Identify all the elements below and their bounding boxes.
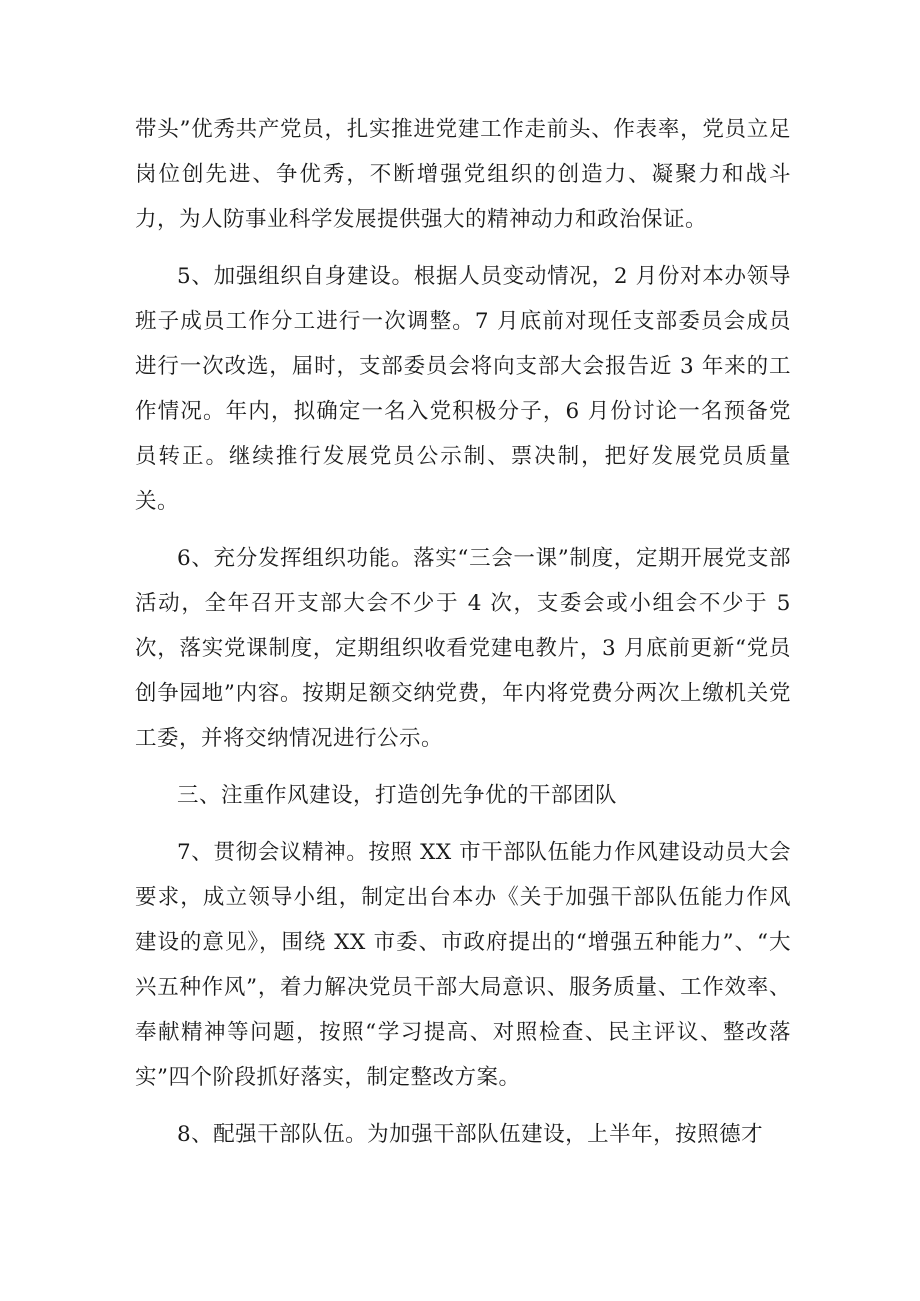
paragraph-continuation: 带头”优秀共产党员，扎实推进党建工作走前头、作表率，党员立足岗位创先进、争优秀，不断增强党组织的创造力、凝聚力和战斗力，为人防事业科学发展提供强大的精神动力和政治保证。 — [135, 117, 791, 232]
paragraph-item-6: 6、充分发挥组织功能。落实“三会一课”制度，定期开展党支部活动，全年召开支部大会不少于 4 次，支委会或小组会不少于 5 次，落实党课制度，定期组织收看党建电教片，3 月底前更新“党员创争园地”内容。按期足额交纳党费，年内将党费分两次上缴机关党工委，并将交纳情况进行公示。 — [135, 546, 791, 751]
paragraph-item-7: 7、贯彻会议精神。按照 XX 市干部队伍能力作风建设动员大会要求，成立领导小组，制定出台本办《关于加强干部队伍能力作风建设的意见》，围绕 XX 市委、市政府提出的“增强五种能力”、“大兴五种作风”，着力解决党员干部大局意识、服务质量、工作效率、奉献精神等问题，按照“学习提高、对照检查、民主评议、整改落实”四个阶段抓好落实，制定整改方案。 — [135, 840, 791, 1090]
paragraph-item-8: 8、配强干部队伍。为加强干部队伍建设，上半年，按照德才 — [177, 1122, 764, 1147]
document-page — [135, 107, 791, 1169]
paragraph-item-5: 5、加强组织自身建设。根据人员变动情况，2 月份对本办领导班子成员工作分工进行一次调整。7 月底前对现任支部委员会成员进行一次改选，届时，支部委员会将向支部大会报告近 3 年来的工作情况。年内，拟确定一名入党积极分子，6 月份讨论一名预备党员转正。继续推行发展党员公示制、票决制，把好发展党员质量关。 — [135, 264, 791, 514]
section-heading-3: 三、注重作风建设，打造创先争优的干部团队 — [177, 783, 618, 808]
